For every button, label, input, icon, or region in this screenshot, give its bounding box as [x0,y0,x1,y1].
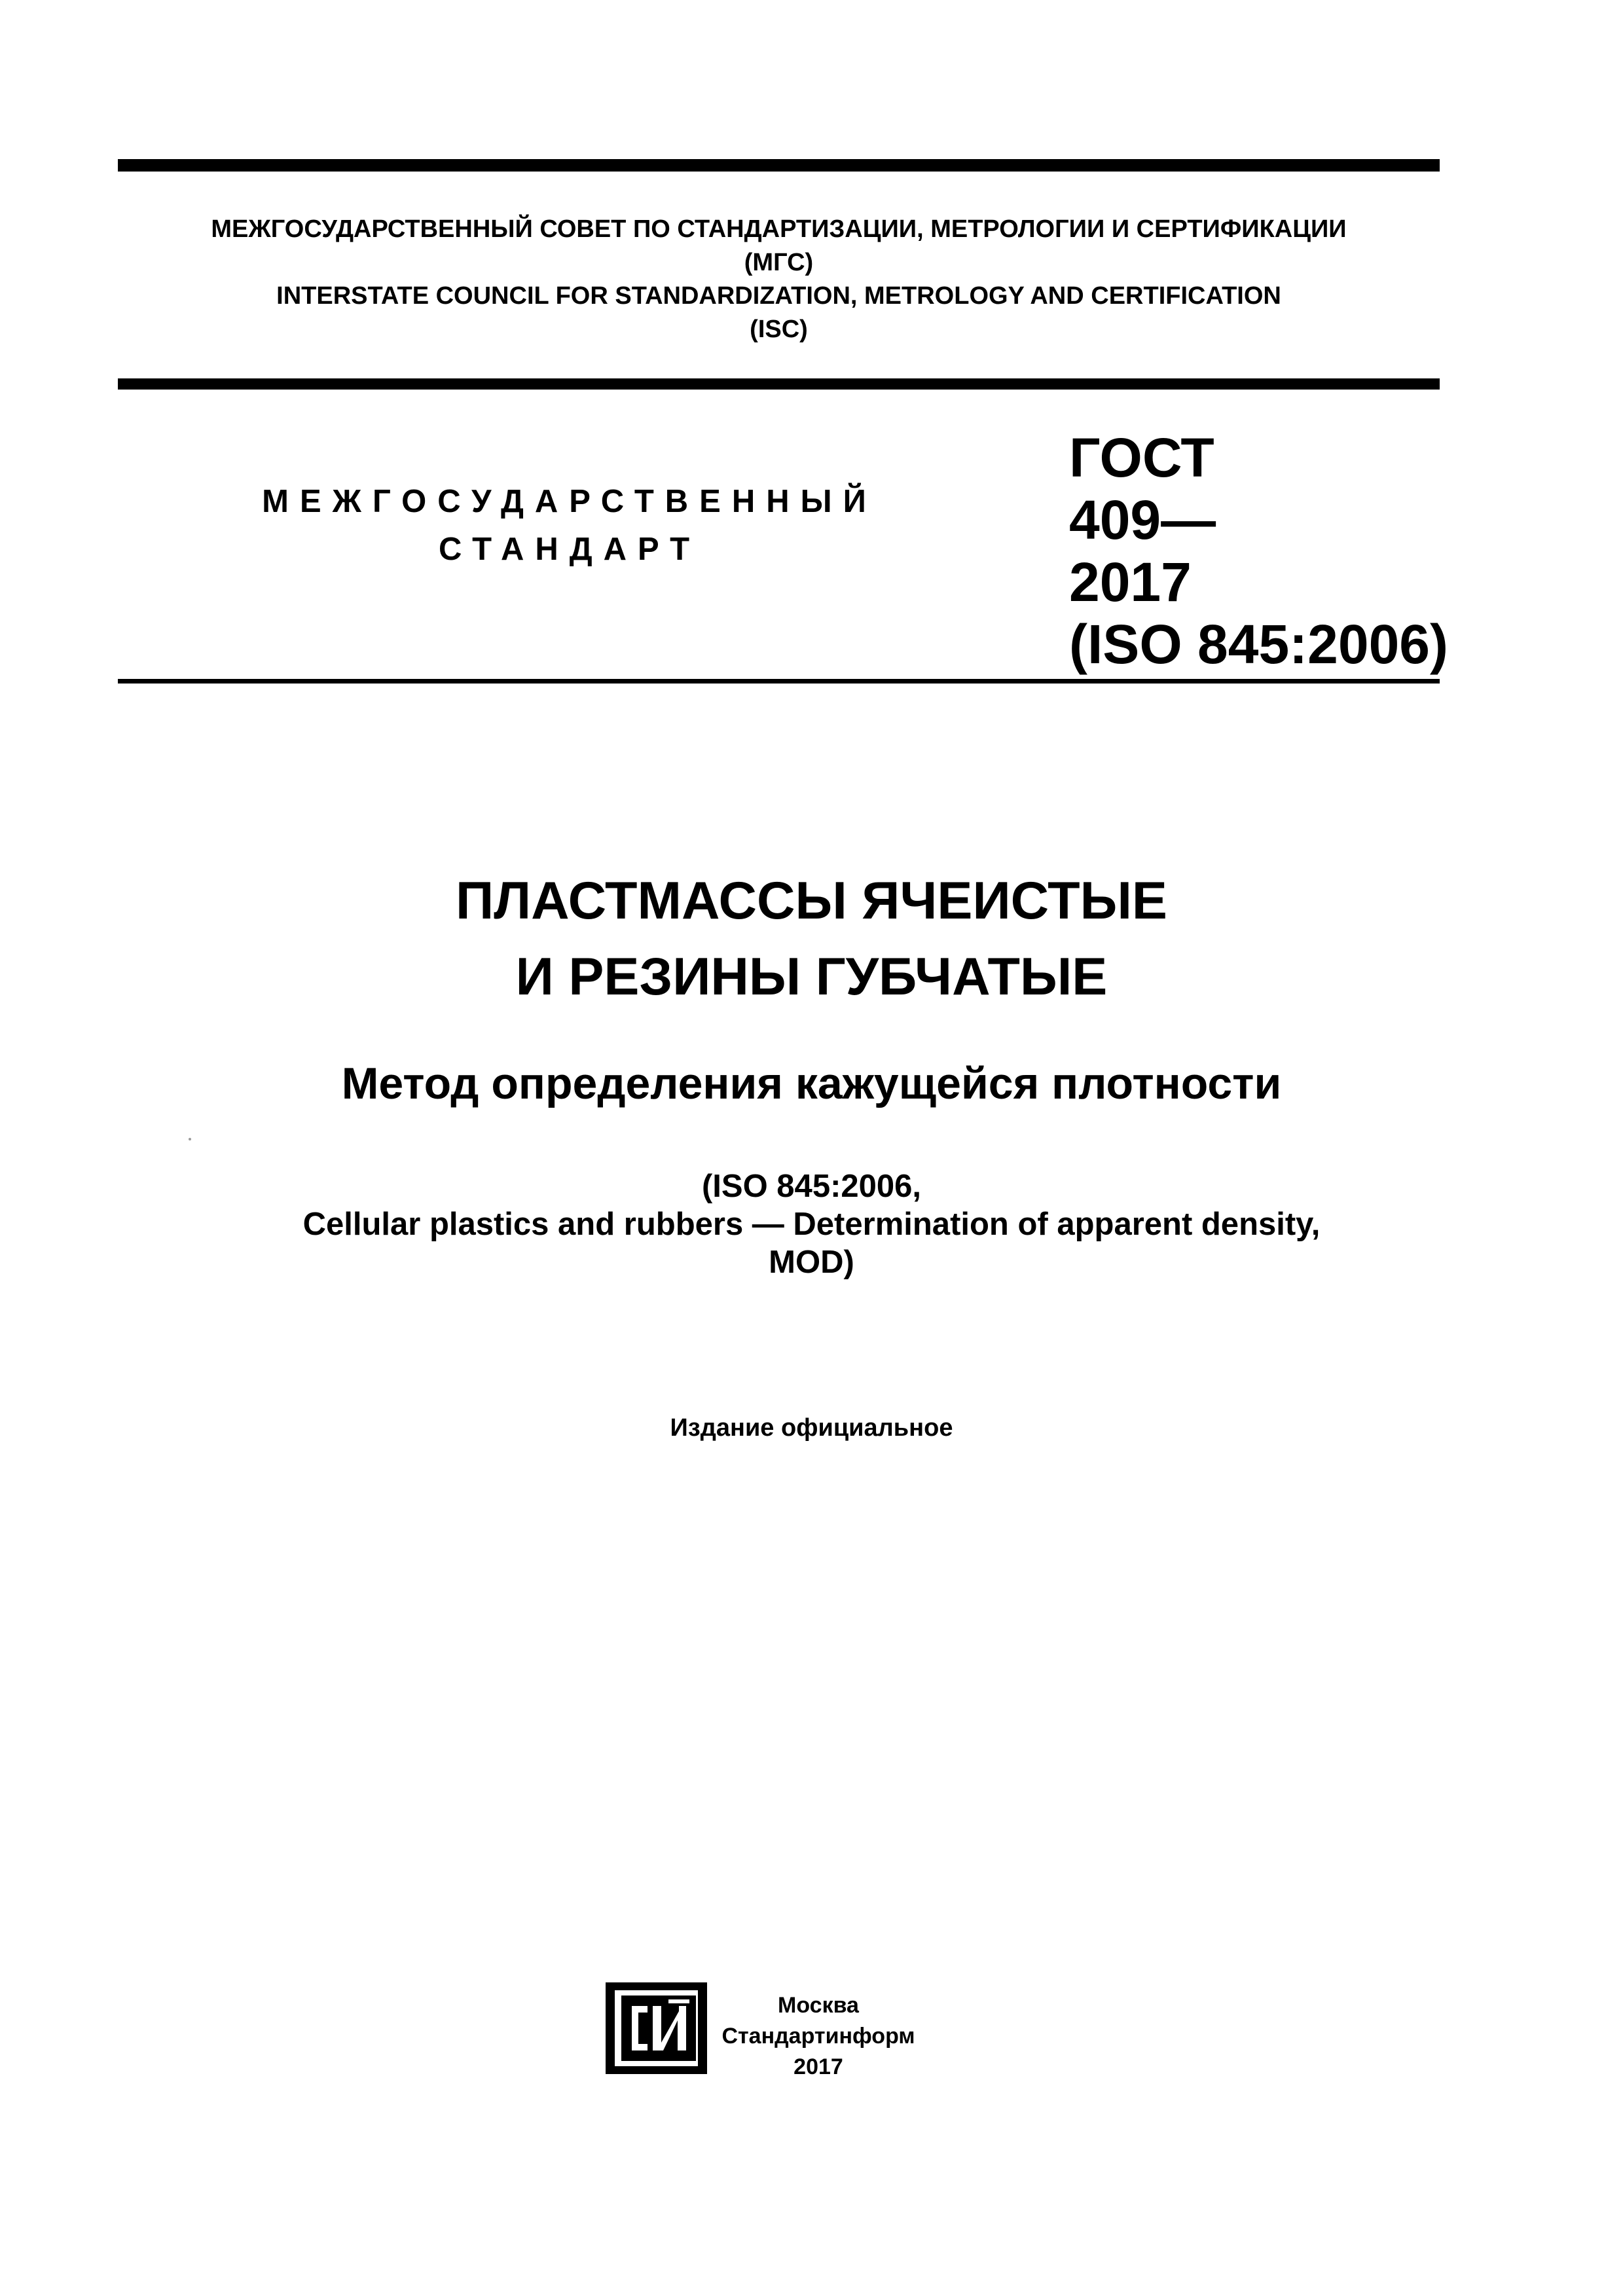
edition-note: Издание официальное [670,1414,953,1442]
council-name-ru: МЕЖГОСУДАРСТВЕННЫЙ СОВЕТ ПО СТАНДАРТИЗАЦИИ, МЕТРОЛОГИИ И СЕРТИФИКАЦИИ [211,215,1347,243]
publisher-city: Москва [778,1993,859,2018]
title-line1: ПЛАСТМАССЫ ЯЧЕИСТЫЕ [456,871,1167,930]
iso-reference-line1: (ISO 845:2006, [701,1169,922,1204]
document-title [0,863,1623,1015]
iso-reference-line3: MOD) [769,1245,854,1280]
council-name-en: INTERSTATE COUNCIL FOR STANDARDIZATION, METROLOGY AND CERTIFICATION [276,282,1281,310]
designation-year: 2017 [1069,551,1192,613]
standard-type-line1: МЕЖГОСУДАРСТВЕННЫЙ [262,484,877,519]
publisher-block [720,1990,917,2083]
council-header [118,213,1440,346]
title-line2: И РЕЗИНЫ ГУБЧАТЫЕ [515,947,1108,1006]
iso-reference [0,1167,1623,1281]
scan-speck [189,1138,191,1140]
council-abbr-en: (ISC) [750,316,808,343]
designation-prefix: ГОСТ [1069,427,1214,488]
iso-reference-line2: Cellular plastics and rubbers — Determination of apparent density, [302,1207,1321,1242]
designation-number: 409— [1069,489,1216,551]
standard-type-line2: СТАНДАРТ [438,532,701,567]
designation-iso: (ISO 845:2006) [1069,613,1448,675]
lower-divider [118,679,1440,683]
top-divider [118,159,1440,172]
standard-type [164,478,976,574]
document-subtitle: Метод определения кажущейся плотности [341,1059,1282,1108]
publication-year: 2017 [793,2054,843,2079]
standartinform-logo-icon [606,1982,707,2074]
council-abbr-ru: (МГС) [744,249,814,276]
standard-designation [1069,427,1448,676]
middle-divider [118,378,1440,390]
publisher-name: Стандартинформ [721,2024,915,2049]
